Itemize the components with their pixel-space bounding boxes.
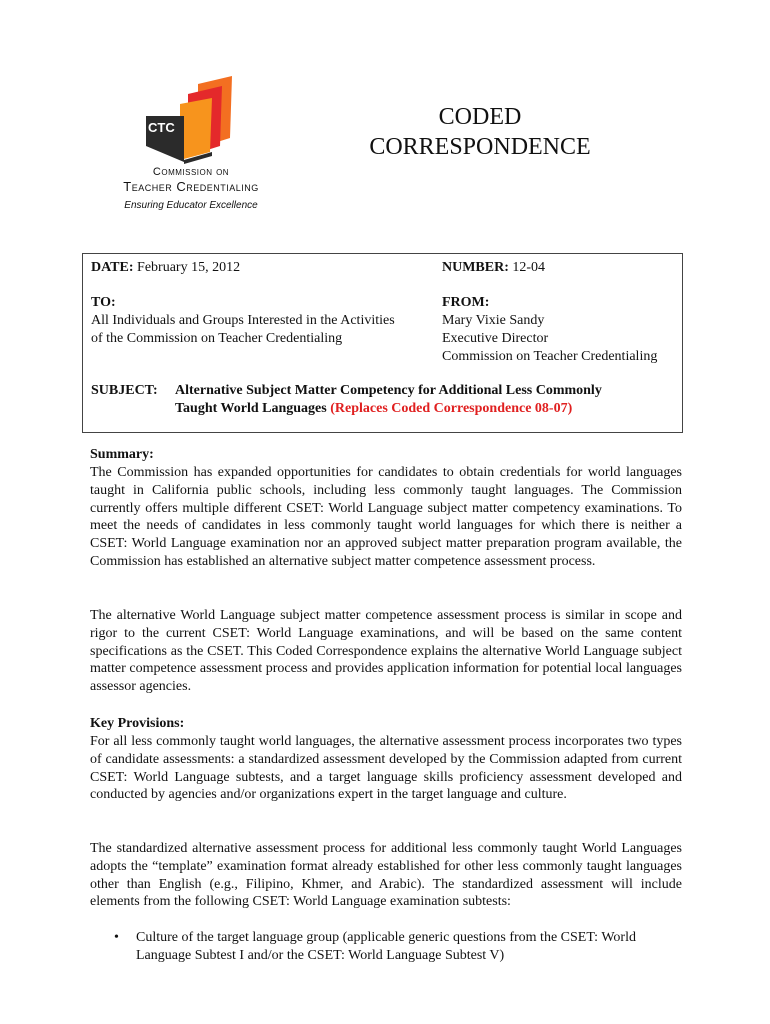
summary-heading: Summary: bbox=[90, 447, 154, 462]
document-title bbox=[330, 102, 630, 162]
subject-replaces: (Replaces Coded Correspondence 08-07) bbox=[330, 401, 573, 416]
bullet-text: Culture of the target language group (applicable generic questions from the CSET: World Language Subtest I and/or the CSET: World Language Subtest V) bbox=[136, 930, 636, 963]
date-label: DATE: bbox=[91, 260, 134, 275]
number-value: 12-04 bbox=[512, 260, 546, 275]
ctc-logo bbox=[96, 76, 286, 216]
subject-line2-text: Taught World Languages bbox=[175, 401, 327, 416]
number-label: NUMBER: bbox=[442, 260, 509, 275]
org-name-line2: Teacher Credentialing bbox=[123, 179, 259, 194]
key-provisions-para1: For all less commonly taught world languages, the alternative assessment process incorporates two types of candidate assessments: a standardized assessment developed by the Commission adapted from current CSET: World Language subtests, and a target language skills proficiency assessment developed and conducted by agencies and/or organizations expert in the target language and culture. bbox=[90, 734, 682, 803]
title-line1: CODED bbox=[438, 104, 522, 130]
from-block bbox=[442, 294, 657, 366]
to-label: TO: bbox=[91, 295, 116, 310]
key-provisions-heading: Key Provisions: bbox=[90, 716, 185, 731]
number-row bbox=[442, 259, 545, 277]
summary-para1: The Commission has expanded opportunities for candidates to obtain credentials for world languages taught in California public schools, including less commonly taught languages. The Commission currently offers multiple different CSET: World Language subject matter competency examinations. To meet the needs of candidates in less commonly taught world languages for which there is neither a CSET: World Language examination nor an approved subject matter preparation program available, the Commission has established an alternative subject matter competence assessment process. bbox=[90, 465, 682, 569]
key-provisions-para2: The standardized alternative assessment process for additional less commonly taught World Languages adopts the “template” examination format already established for other less commonly taught languages other than English (e.g., Filipino, Khmer, and Arabic). The standardized assessment will include elements from the following CSET: World Language examination subtests: bbox=[90, 841, 682, 910]
subject-label: SUBJECT: bbox=[91, 383, 158, 398]
memo-header-box bbox=[82, 253, 683, 433]
from-label: FROM: bbox=[442, 295, 490, 310]
to-line1: All Individuals and Groups Interested in the Activities bbox=[91, 313, 395, 328]
from-line1: Mary Vixie Sandy bbox=[442, 313, 545, 328]
from-line2: Executive Director bbox=[442, 331, 549, 346]
summary-para2: The alternative World Language subject matter competence assessment process is similar in scope and rigor to the current CSET: World Language examinations, and will be based on the same content specifications as the CSET. This Coded Correspondence explains the alternative World Language subject matter competence assessment process and provides application information for potential local languages assessor agencies. bbox=[90, 608, 682, 695]
from-line3: Commission on Teacher Credentialing bbox=[442, 349, 658, 364]
to-block bbox=[91, 294, 395, 348]
subject-line2 bbox=[175, 400, 675, 418]
org-name-line1: Commission on bbox=[152, 166, 230, 178]
ctc-acronym: CTC bbox=[148, 120, 175, 135]
subject-line1: Alternative Subject Matter Competency for Additional Less Commonly bbox=[175, 383, 602, 398]
to-line2: of the Commission on Teacher Credentialing bbox=[91, 331, 343, 346]
title-line2: CORRESPONDENCE bbox=[369, 134, 591, 160]
org-tagline: Ensuring Educator Excellence bbox=[124, 200, 258, 211]
date-value: February 15, 2012 bbox=[137, 260, 241, 275]
bullet-marker: • bbox=[114, 930, 119, 945]
subject-text bbox=[175, 382, 675, 418]
date-row bbox=[91, 259, 240, 277]
